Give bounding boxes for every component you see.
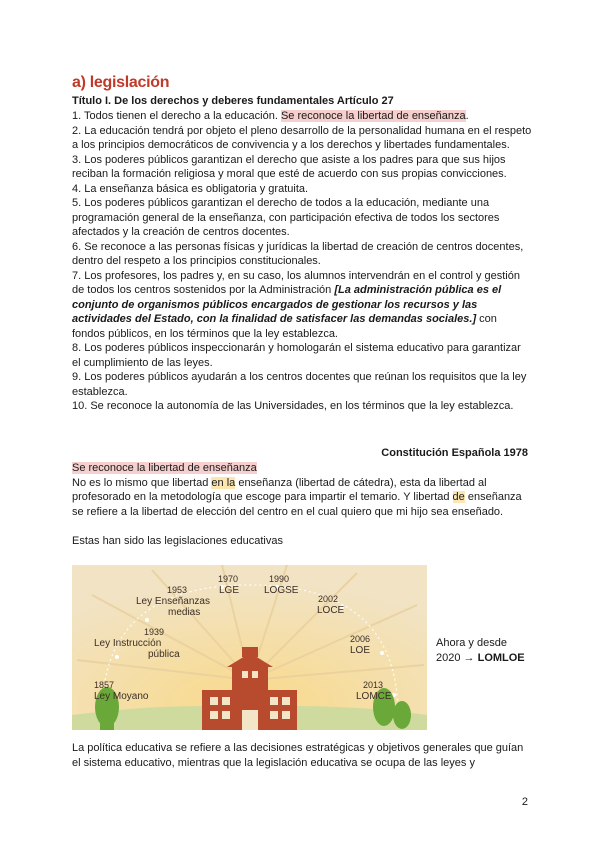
- closing-paragraph: La política educativa se refiere a las decisiones estratégicas y objetivos generales que guían el sistema educativo, mientras que la legislación educativa se ocupa de las leyes y: [72, 742, 524, 769]
- highlight-en-la: en la: [211, 476, 236, 489]
- section-heading: a) legislación: [72, 74, 170, 91]
- law-year-1990: 1990: [269, 574, 290, 584]
- law-name-1990: LOGSE: [264, 585, 299, 596]
- law-year-1857: 1857: [94, 680, 115, 690]
- law-year-2006: 2006: [350, 634, 371, 644]
- article-point-6: 6. Se reconoce a las personas físicas y jurídicas la libertad de creación de centros docentes, dentro del respeto a los principios constitucionales.: [72, 240, 524, 267]
- article-27-text: [72, 109, 532, 414]
- law-name-2006: LOE: [350, 645, 371, 656]
- highlight-freedom: Se reconoce la libertad de enseñanza: [280, 110, 466, 122]
- source-citation: Constitución Española 1978: [381, 447, 528, 459]
- law-year-1970: 1970: [218, 574, 239, 584]
- article-point-3: 3. Los poderes públicos garantizan el derecho que asiste a los padres para que sus hijos reciban la formación religiosa y moral que esté de acuerdo con sus propias convicciones.: [72, 153, 507, 180]
- law-name2-1953: medias: [168, 607, 201, 618]
- commentary: [72, 461, 532, 519]
- law-name-2002: LOCE: [317, 605, 345, 616]
- law-name-1953: Ley Enseñanzas: [136, 596, 210, 607]
- law-year-1953: 1953: [167, 585, 188, 595]
- law-name2-1939: pública: [148, 649, 180, 660]
- side-note: Ahora y desde 2020 → LOMLOE: [436, 637, 525, 664]
- article-point-2: 2. La educación tendrá por objeto el pleno desarrollo de la personalidad humana en el respeto a los principios democráticos de convivencia y a los derechos y libertades fundamentales.: [72, 124, 532, 151]
- law-year-2013: 2013: [363, 680, 384, 690]
- article-point-9: 9. Los poderes públicos ayudarán a los centros docentes que reúnan los requisitos que la ley establezca.: [72, 371, 527, 398]
- laws-intro: Estas han sido las legislaciones educativas: [72, 535, 283, 547]
- article-subtitle: Título I. De los derechos y deberes fundamentales Artículo 27: [72, 95, 394, 107]
- page-number: 2: [521, 796, 528, 808]
- article-point-7: 7. Los profesores, los padres y, en su caso, los alumnos intervendrán en el control y gestión de todos los centros sostenidos por la Administración [La administración pública es el conjunto de organismos públicos encargados de gestionar los recursos y las actividades del Estado, con la finalidad de satisfacer las demandas sociales.] con fondos públicos, en los términos que la ley establezca.: [72, 269, 520, 340]
- administration-definition: [La administración pública es el conjunto de organismos públicos encargados de gestionar los recursos y las actividades del Estado, con la finalidad de satisfacer las demandas sociales.]: [72, 284, 502, 325]
- article-point-4: 4. La enseñanza básica es obligatoria y gratuita.: [72, 182, 309, 195]
- law-name-1857: Ley Moyano: [94, 691, 149, 702]
- article-point-8: 8. Los poderes públicos inspeccionarán y homologarán el sistema educativo para garantizar el cumplimiento de las leyes.: [72, 342, 521, 369]
- law-name-2013: LOMCE: [356, 691, 392, 702]
- law-year-1939: 1939: [144, 627, 165, 637]
- law-name-1970: LGE: [219, 585, 240, 596]
- article-point-5: 5. Los poderes públicos garantizan el derecho de todos a la educación, mediante una programación general de la enseñanza, con participación efectiva de todos los sectores afectados y la creación de centros docentes.: [72, 197, 500, 238]
- highlight-freedom-repeat: Se reconoce la libertad de enseñanza: [72, 462, 257, 474]
- article-point-1: 1. Todos tienen el derecho a la educación. Se reconoce la libertad de enseñanza.: [72, 110, 469, 122]
- highlight-de: de: [452, 491, 465, 503]
- law-name-1939: Ley Instrucción: [94, 638, 162, 649]
- commentary-paragraph: No es lo mismo que libertad en la enseñanza (libertad de cátedra), esta da libertad al profesorado en la metodología que escoge para impartir el temario. Y libertad de enseñanza se refiere a la libertad de elección del centro en el cual quiero que mi hijo sea enseñado.: [72, 476, 522, 518]
- law-year-2002: 2002: [318, 594, 339, 604]
- lomloe-label: LOMLOE: [477, 652, 525, 664]
- education-laws-illustration: [72, 565, 427, 730]
- article-point-10: 10. Se reconoce la autonomía de las Universidades, en los términos que la ley establezca.: [72, 400, 514, 412]
